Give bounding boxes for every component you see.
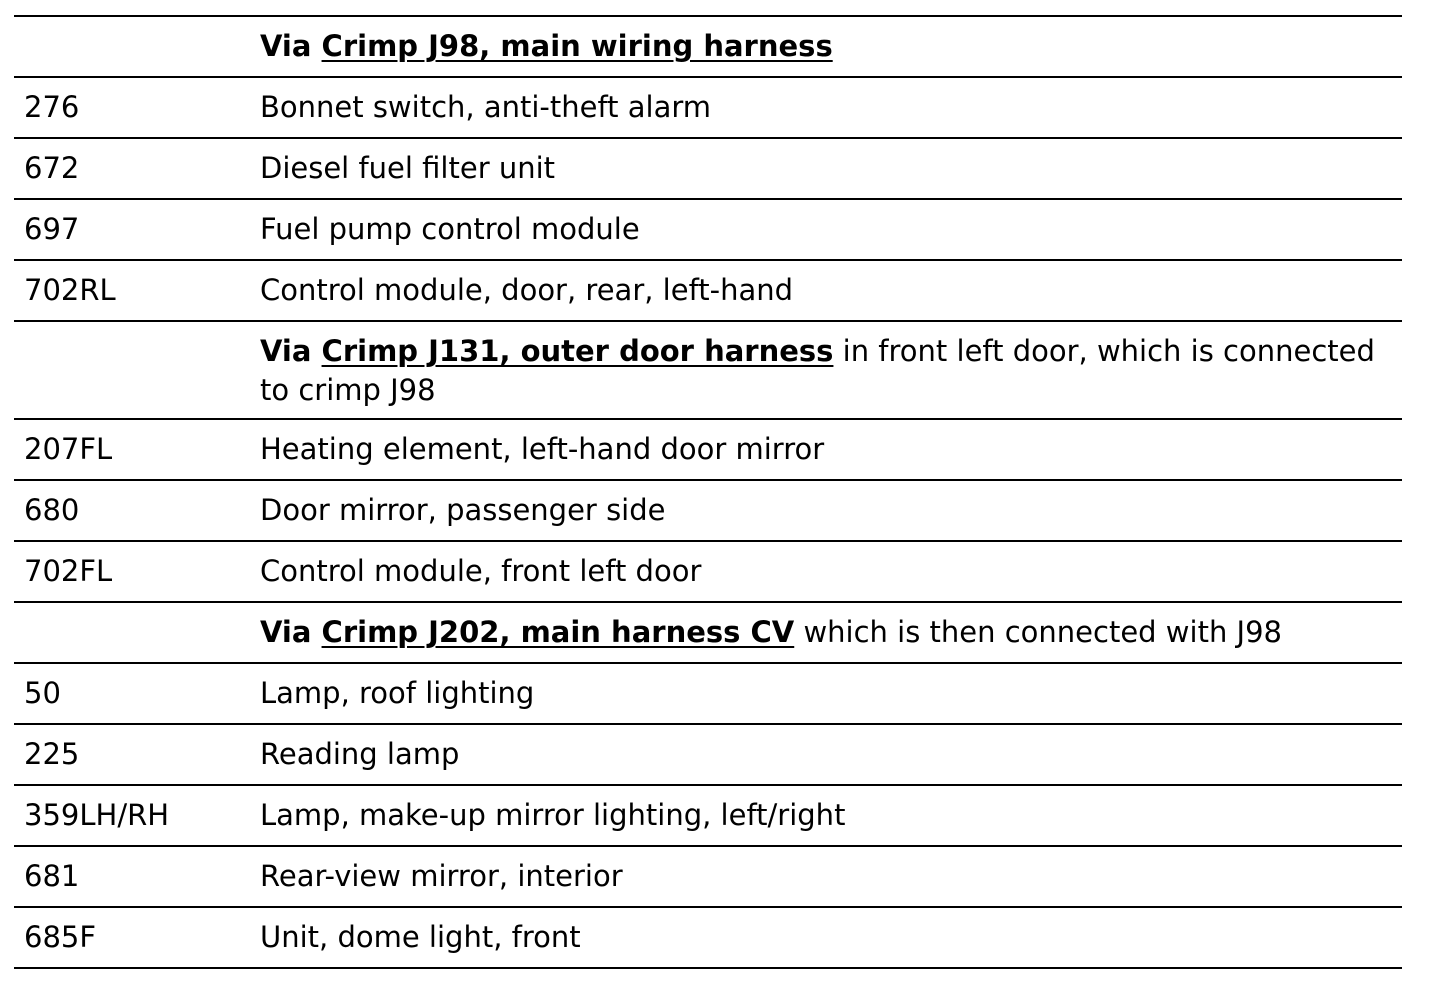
table-row bbox=[14, 480, 1402, 541]
component-code: 685F bbox=[14, 907, 260, 968]
component-description: Unit, dome light, front bbox=[260, 907, 1402, 968]
section-header-prefix: Via bbox=[260, 615, 322, 649]
section-header-row bbox=[14, 16, 1402, 77]
component-description: Control module, front left door bbox=[260, 541, 1402, 602]
table-row bbox=[14, 138, 1402, 199]
table-row bbox=[14, 846, 1402, 907]
component-description: Diesel fuel filter unit bbox=[260, 138, 1402, 199]
section-header-prefix: Via bbox=[260, 334, 322, 368]
section-header-code-cell bbox=[14, 321, 260, 419]
component-description: Lamp, roof lighting bbox=[260, 663, 1402, 724]
component-code: 702RL bbox=[14, 260, 260, 321]
component-description: Control module, door, rear, left-hand bbox=[260, 260, 1402, 321]
section-header-row bbox=[14, 321, 1402, 419]
section-header-code-cell bbox=[14, 16, 260, 77]
section-header-cell bbox=[260, 602, 1402, 663]
section-header-suffix: which is then connected with J98 bbox=[794, 615, 1282, 649]
table-row bbox=[14, 419, 1402, 480]
section-header-crimp: Crimp J131, outer door harness bbox=[321, 334, 834, 368]
component-description: Fuel pump control module bbox=[260, 199, 1402, 260]
component-description: Heating element, left-hand door mirror bbox=[260, 419, 1402, 480]
component-code: 359LH/RH bbox=[14, 785, 260, 846]
table-row bbox=[14, 663, 1402, 724]
table-row bbox=[14, 260, 1402, 321]
component-description: Door mirror, passenger side bbox=[260, 480, 1402, 541]
table-row bbox=[14, 199, 1402, 260]
section-header-cell bbox=[260, 321, 1402, 419]
component-code: 207FL bbox=[14, 419, 260, 480]
component-code: 276 bbox=[14, 77, 260, 138]
component-description: Bonnet switch, anti-theft alarm bbox=[260, 77, 1402, 138]
component-table bbox=[14, 15, 1402, 969]
section-header-prefix: Via bbox=[260, 29, 322, 63]
component-code: 702FL bbox=[14, 541, 260, 602]
section-header-cell bbox=[260, 16, 1402, 77]
component-code: 225 bbox=[14, 724, 260, 785]
component-code: 681 bbox=[14, 846, 260, 907]
component-code: 697 bbox=[14, 199, 260, 260]
component-description: Reading lamp bbox=[260, 724, 1402, 785]
component-code: 672 bbox=[14, 138, 260, 199]
component-code: 680 bbox=[14, 480, 260, 541]
section-header-code-cell bbox=[14, 602, 260, 663]
table-row bbox=[14, 724, 1402, 785]
section-header-crimp: Crimp J98, main wiring harness bbox=[321, 29, 833, 63]
component-code: 50 bbox=[14, 663, 260, 724]
table-row bbox=[14, 77, 1402, 138]
table-row bbox=[14, 541, 1402, 602]
table-row bbox=[14, 907, 1402, 968]
section-header-row bbox=[14, 602, 1402, 663]
component-description: Rear-view mirror, interior bbox=[260, 846, 1402, 907]
section-header-crimp: Crimp J202, main harness CV bbox=[321, 615, 795, 649]
section-header-suffix: in front left door, which is connected to crimp J98 bbox=[260, 334, 1375, 407]
table-row bbox=[14, 785, 1402, 846]
component-description: Lamp, make-up mirror lighting, left/right bbox=[260, 785, 1402, 846]
